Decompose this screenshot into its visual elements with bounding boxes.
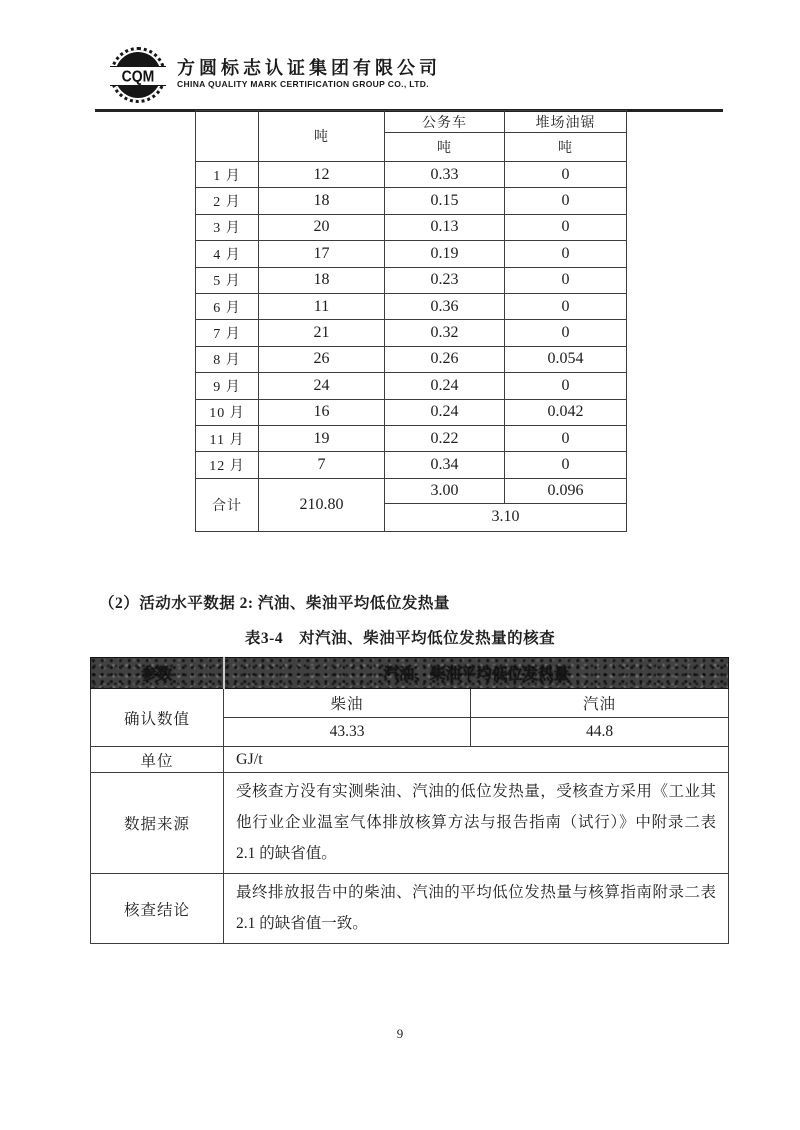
verify-unit-row <box>91 747 729 773</box>
fuel-cell-bus: 0.19 <box>385 241 505 267</box>
fuel-cell-month: 12 月 <box>196 452 259 478</box>
fuel-cell-month: 8 月 <box>196 346 259 372</box>
fuel-total-tons: 210.80 <box>259 478 385 531</box>
fuel-cell-saw: 0 <box>505 162 627 188</box>
fuel-cell-bus: 0.26 <box>385 346 505 372</box>
fuel-cell-month: 4 月 <box>196 241 259 267</box>
fuel-cell-tons: 20 <box>259 214 385 240</box>
fuel-total-saw: 0.096 <box>505 478 627 503</box>
fuel-cell-bus: 0.15 <box>385 188 505 214</box>
fuel-cell-saw: 0 <box>505 241 627 267</box>
fuel-header-row-1 <box>196 111 627 133</box>
fuel-header-empty <box>196 111 259 162</box>
fuel-month-row <box>196 452 627 478</box>
fuel-cell-month: 1 月 <box>196 162 259 188</box>
fuel-cell-tons: 18 <box>259 267 385 293</box>
fuel-total-bus: 3.00 <box>385 478 505 503</box>
fuel-total-row-1 <box>196 478 627 503</box>
table-caption <box>0 626 800 648</box>
verify-gasoline-label: 汽油 <box>471 689 729 718</box>
verify-source-label: 数据来源 <box>91 773 224 874</box>
fuel-header-bus-unit: 吨 <box>385 133 505 162</box>
fuel-cell-tons: 7 <box>259 452 385 478</box>
fuel-cell-bus: 0.33 <box>385 162 505 188</box>
fuel-cell-tons: 24 <box>259 373 385 399</box>
company-name-en: CHINA QUALITY MARK CERTIFICATION GROUP CO., LTD. <box>177 79 429 89</box>
verify-bar-param-label: 参数 <box>91 658 224 689</box>
fuel-header-saw-unit: 吨 <box>505 133 627 162</box>
fuel-cell-saw: 0 <box>505 373 627 399</box>
verify-bar-row <box>91 658 729 689</box>
fuel-cell-tons: 17 <box>259 241 385 267</box>
fuel-month-row <box>196 346 627 372</box>
fuel-month-row <box>196 188 627 214</box>
verify-conclusion-row <box>91 874 729 944</box>
fuel-total-label: 合计 <box>196 478 259 531</box>
fuel-month-row <box>196 425 627 451</box>
fuel-month-row <box>196 162 627 188</box>
verification-table <box>90 657 729 944</box>
cqm-logo <box>113 50 163 100</box>
table-caption-title: 对汽油、柴油平均低位发热量的核查 <box>299 630 556 647</box>
fuel-cell-bus: 0.24 <box>385 399 505 425</box>
verify-conclusion-text: 最终排放报告中的柴油、汽油的平均低位发热量与核算指南附录二表 2.1 的缺省值一致。 <box>224 874 729 944</box>
fuel-cell-tons: 11 <box>259 293 385 319</box>
fuel-cell-bus: 0.23 <box>385 267 505 293</box>
verify-unit-label: 单位 <box>91 747 224 773</box>
fuel-month-row <box>196 241 627 267</box>
fuel-cell-bus: 0.24 <box>385 373 505 399</box>
verify-source-text: 受核查方没有实测柴油、汽油的低位发热量，受核查方采用《工业其他行业企业温室气体排放核算方法与报告指南（试行）》中附录二表 2.1 的缺省值。 <box>224 773 729 874</box>
fuel-cell-tons: 21 <box>259 320 385 346</box>
verify-diesel-value: 43.33 <box>224 718 471 747</box>
fuel-cell-bus: 0.22 <box>385 425 505 451</box>
fuel-month-row <box>196 399 627 425</box>
fuel-cell-month: 7 月 <box>196 320 259 346</box>
verify-bar-param-value: 汽油、柴油平均低位发热量 <box>224 658 729 689</box>
fuel-cell-saw: 0 <box>505 293 627 319</box>
verify-confirmed-label: 确认数值 <box>91 689 224 747</box>
fuel-cell-tons: 26 <box>259 346 385 372</box>
fuel-cell-saw: 0.054 <box>505 346 627 372</box>
fuel-cell-tons: 16 <box>259 399 385 425</box>
fuel-table-months <box>196 162 627 479</box>
fuel-consumption-table <box>195 110 627 532</box>
verify-gasoline-value: 44.8 <box>471 718 729 747</box>
table-caption-number: 表3-4 <box>244 630 284 647</box>
fuel-total-combined: 3.10 <box>385 503 627 531</box>
verify-unit-value: GJ/t <box>224 747 729 773</box>
section-heading: （2）活动水平数据 2: 汽油、柴油平均低位发热量 <box>99 595 450 612</box>
fuel-header-tons: 吨 <box>259 111 385 162</box>
fuel-cell-month: 2 月 <box>196 188 259 214</box>
verify-conclusion-label: 核查结论 <box>91 874 224 944</box>
fuel-month-row <box>196 214 627 240</box>
fuel-cell-bus: 0.34 <box>385 452 505 478</box>
fuel-cell-month: 9 月 <box>196 373 259 399</box>
fuel-cell-month: 3 月 <box>196 214 259 240</box>
fuel-cell-bus: 0.32 <box>385 320 505 346</box>
company-name-zh: 方圆标志认证集团有限公司 <box>177 58 441 78</box>
page-number: 9 <box>396 1026 404 1041</box>
fuel-cell-tons: 12 <box>259 162 385 188</box>
fuel-cell-saw: 0 <box>505 452 627 478</box>
verify-diesel-label: 柴油 <box>224 689 471 718</box>
cqm-logo-text: CQM <box>121 67 155 85</box>
fuel-cell-tons: 18 <box>259 188 385 214</box>
fuel-header-saw: 堆场油锯 <box>505 111 627 133</box>
fuel-month-row <box>196 320 627 346</box>
fuel-cell-saw: 0 <box>505 320 627 346</box>
fuel-month-row <box>196 267 627 293</box>
fuel-cell-bus: 0.36 <box>385 293 505 319</box>
fuel-cell-tons: 19 <box>259 425 385 451</box>
cqm-logo-band <box>110 66 166 86</box>
verify-confirmed-row-1 <box>91 689 729 718</box>
fuel-month-row <box>196 293 627 319</box>
fuel-cell-saw: 0 <box>505 267 627 293</box>
fuel-month-row <box>196 373 627 399</box>
fuel-cell-bus: 0.13 <box>385 214 505 240</box>
fuel-cell-month: 11 月 <box>196 425 259 451</box>
fuel-cell-saw: 0 <box>505 425 627 451</box>
fuel-cell-saw: 0 <box>505 214 627 240</box>
fuel-cell-month: 10 月 <box>196 399 259 425</box>
fuel-cell-month: 6 月 <box>196 293 259 319</box>
fuel-cell-saw: 0.042 <box>505 399 627 425</box>
fuel-cell-month: 5 月 <box>196 267 259 293</box>
fuel-cell-saw: 0 <box>505 188 627 214</box>
fuel-header-bus: 公务车 <box>385 111 505 133</box>
verify-source-row <box>91 773 729 874</box>
